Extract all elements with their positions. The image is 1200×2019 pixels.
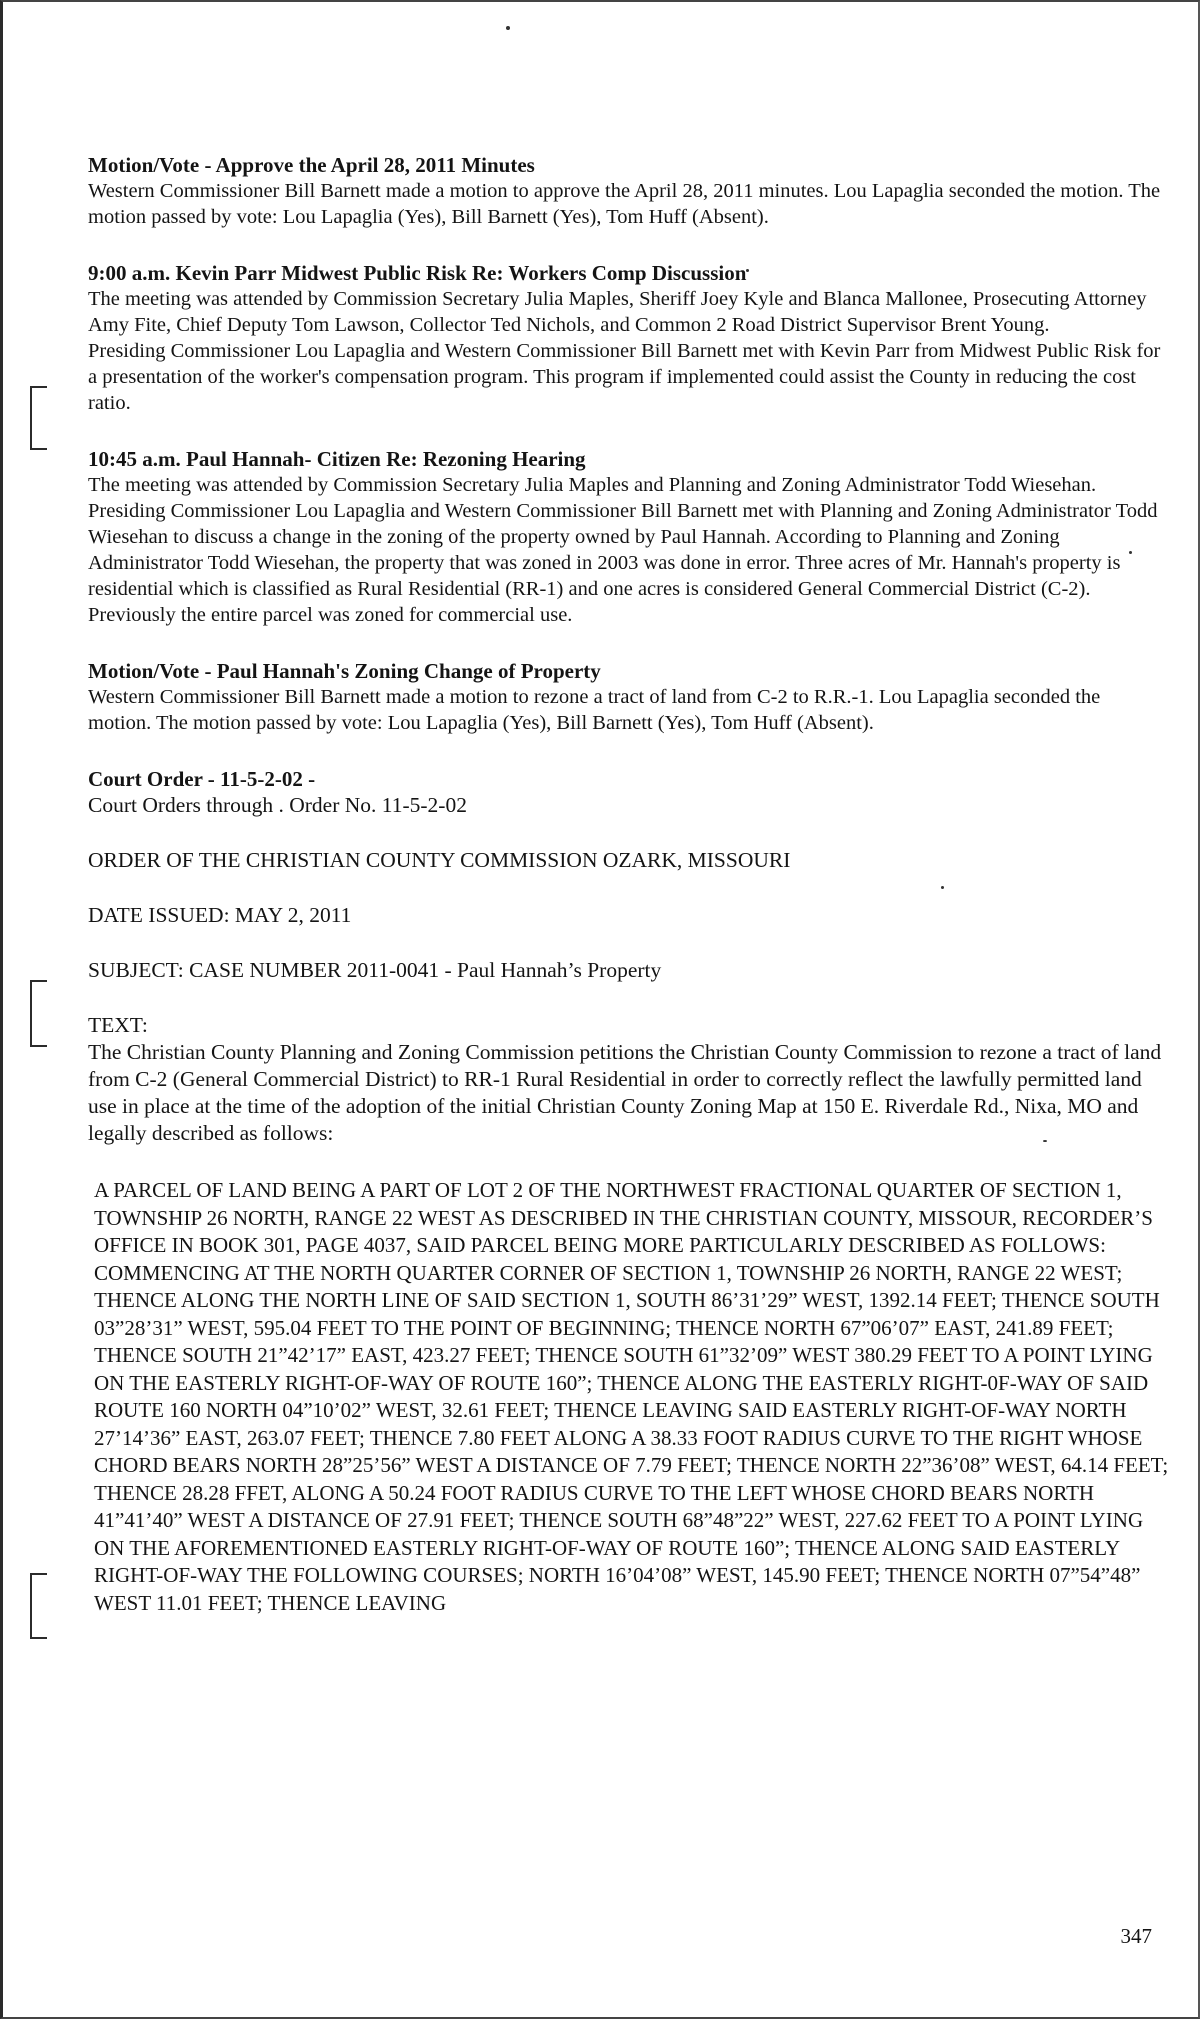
minutes-content	[88, 152, 1168, 1638]
section-heading: Motion/Vote - Approve the April 28, 2011 Minutes	[88, 153, 535, 177]
section-heading: 9:00 a.m. Kevin Parr Midwest Public Risk Re: Workers Comp Discussion	[88, 261, 747, 285]
section-paragraph: Western Commissioner Bill Barnett made a motion to approve the April 28, 2011 minutes. Lou Lapaglia seconded the motion. The motion passed by vote: Lou Lapaglia (Yes), Bill Barnett (Yes), Tom Huff (Absent).	[88, 180, 1161, 228]
binder-bracket-middle	[30, 980, 47, 1047]
order-subject: SUBJECT: CASE NUMBER 2011-0041 - Paul Hannah’s Property	[88, 958, 662, 982]
court-order-heading: Court Order - 11-5-2-02 -	[88, 767, 316, 791]
section-paragraph: Presiding Commissioner Lou Lapaglia and Western Commissioner Bill Barnett met with Kevin Parr from Midwest Public Risk for a presentation of the worker's compensation program. This program if implemented could assist the County in reducing the cost ratio.	[88, 340, 1161, 414]
section-paragraph: The meeting was attended by Commission Secretary Julia Maples, Sheriff Joey Kyle and Blanca Mallonee, Prosecuting Attorney Amy Fite, Chief Deputy Tom Lawson, Collector Ted Nichols, and Common 2 Road District Supervisor Brent Young.	[88, 288, 1147, 336]
text-label: TEXT:	[88, 1013, 148, 1037]
section-paragraph: Presiding Commissioner Lou Lapaglia and Western Commissioner Bill Barnett met with Planning and Zoning Administrator Todd Wiesehan to discuss a change in the zoning of the property owned by Paul Hannah. According to Planning and Zoning Administrator Todd Wiesehan, the property that was zoned in 2003 was done in error. Three acres of Mr. Hannah's property is residential which is classified as Rural Residential (RR-1) and one acres is considered General Commercial District (C-2). Previously the entire parcel was zoned for commercial use.	[88, 500, 1158, 626]
section-zoning-change-vote	[88, 658, 1168, 736]
order-title: ORDER OF THE CHRISTIAN COUNTY COMMISSION OZARK, MISSOURI	[88, 848, 791, 872]
binder-bracket-top	[30, 386, 47, 450]
section-approve-minutes	[88, 152, 1168, 230]
section-paragraph: Western Commissioner Bill Barnett made a motion to rezone a tract of land from C-2 to R.R.-1. Lou Lapaglia seconded the motion. The motion passed by vote: Lou Lapaglia (Yes), Bill Barnett (Yes), Tom Huff (Absent).	[88, 686, 1101, 734]
date-issued: DATE ISSUED: MAY 2, 2011	[88, 903, 352, 927]
section-workers-comp	[88, 260, 1168, 416]
order-text-body: The Christian County Planning and Zoning Commission petitions the Christian County Commission to rezone a tract of land from C-2 (General Commercial District) to RR-1 Rural Residential in order to correctly reflect the lawfully permitted land use in place at the time of the adoption of the initial Christian County Zoning Map at 150 E. Riverdale Rd., Nixa, MO and legally described as follows:	[88, 1040, 1162, 1145]
section-paragraph: The meeting was attended by Commission Secretary Julia Maples and Planning and Zoning Administrator Todd Wiesehan.	[88, 474, 1097, 496]
court-order	[88, 766, 1168, 1147]
scan-speck	[506, 26, 510, 30]
section-rezoning-hearing	[88, 446, 1168, 628]
binder-bracket-bottom	[30, 1573, 47, 1639]
section-heading: Motion/Vote - Paul Hannah's Zoning Change of Property	[88, 659, 601, 683]
section-heading: 10:45 a.m. Paul Hannah- Citizen Re: Rezoning Hearing	[88, 447, 586, 471]
legal-description: A PARCEL OF LAND BEING A PART OF LOT 2 OF THE NORTHWEST FRACTIONAL QUARTER OF SECTION 1, TOWNSHIP 26 NORTH, RANGE 22 WEST AS DESCRIBED IN THE CHRISTIAN COUNTY, MISSOUR, RECORDER’S OFFICE IN BOOK 301, PAGE 4037, SAID PARCEL BEING MORE PARTICULARLY DESCRIBED AS FOLLOWS: COMMENCING AT THE NORTH QUARTER CORNER OF SECTION 1, TOWNSHIP 26 NORTH, RANGE 22 WEST; THENCE ALONG THE NORTH LINE OF SAID SECTION 1, SOUTH 86’31’29” WEST, 1392.14 FEET; THENCE SOUTH 03”28’31” WEST, 595.04 FEET TO THE POINT OF BEGINNING; THENCE NORTH 67”06’07” EAST, 241.89 FEET; THENCE SOUTH 21”42’17” EAST, 423.27 FEET; THENCE SOUTH 61”32’09” WEST 380.29 FEET TO A POINT LYING ON THE EASTERLY RIGHT-OF-WAY OF ROUTE 160”; THENCE ALONG THE EASTERLY RIGHT-0F-WAY OF SAID ROUTE 160 NORTH 04”10’02” WEST, 32.61 FEET; THENCE LEAVING SAID EASTERLY RIGHT-OF-WAY NORTH 27’14’36” EAST, 263.07 FEET; THENCE 7.80 FEET ALONG A 38.33 FOOT RADIUS CURVE TO THE RIGHT WHOSE CHORD BEARS NORTH 28”25’56” WEST A DISTANCE OF 7.79 FEET; THENCE NORTH 22”36’08” WEST, 64.14 FEET; THENCE 28.28 FFET, ALONG A 50.24 FOOT RADIUS CURVE TO THE LEFT WHOSE CHORD BEARS NORTH 41”41’40” WEST A DISTANCE OF 27.91 FEET; THENCE SOUTH 68”48”22” WEST, 227.62 FEET TO A POINT LYING ON THE AFOREMENTIONED EASTERLY RIGHT-OF-WAY OF ROUTE 160”; THENCE ALONG SAID EASTERLY RIGHT-OF-WAY THE FOLLOWING COURSES; NORTH 16’04’08” WEST, 145.90 FEET; THENCE NORTH 07”54”48” WEST 11.01 FEET; THENCE LEAVING	[94, 1178, 1169, 1615]
page-number: 347	[1120, 1924, 1152, 1948]
court-orders-line: Court Orders through . Order No. 11-5-2-02	[88, 793, 467, 817]
